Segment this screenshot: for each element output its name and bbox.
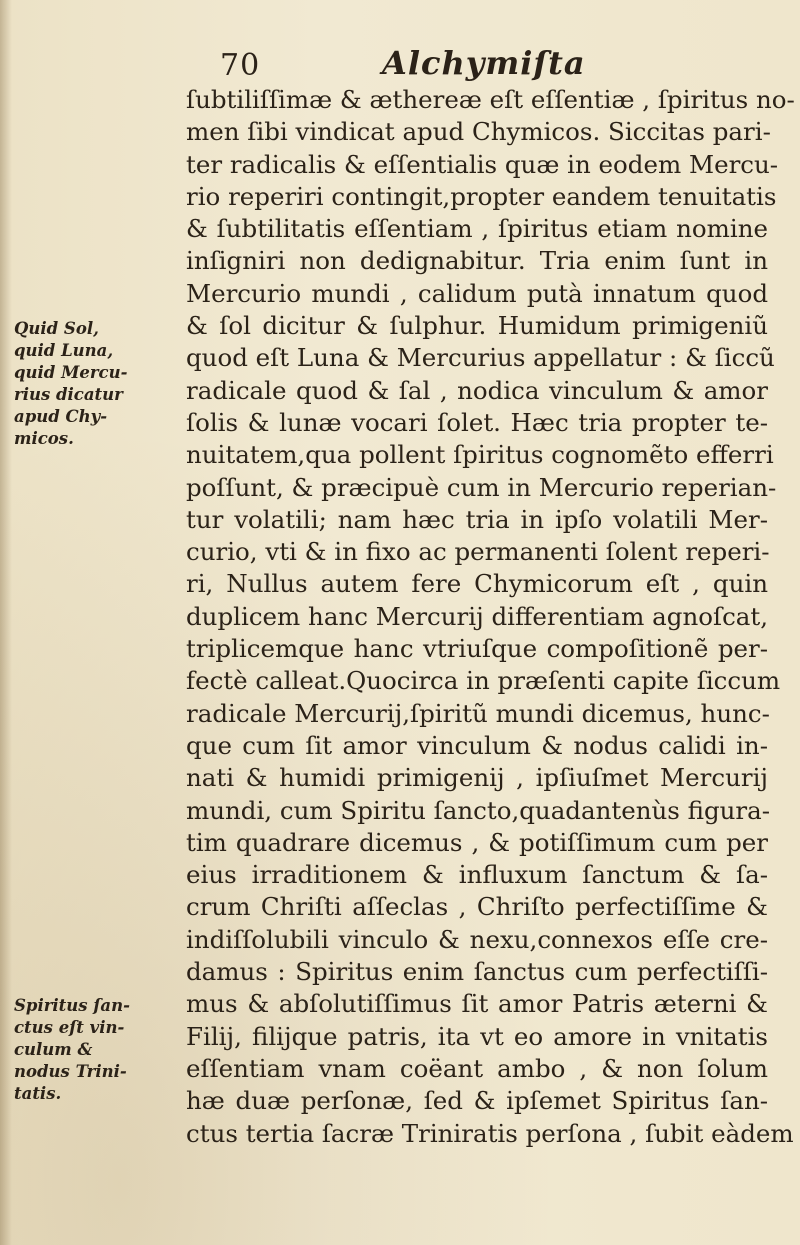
text-line: radicale quod & ſal , nodica vinculum & amor [186,375,768,405]
text-line: rio reperiri contingit,propter eandem tenuitatis [186,181,777,211]
text-line: quod eſt Luna & Mercurius appellatur : & ſiccũ [186,343,775,373]
page-number: 70 [220,48,261,83]
text-line: ſubtiliſſimæ & æthereæ eſt eſſentiæ , ſpiritus no- [186,85,795,114]
text-line: duplicem hanc Mercurij differentiam agnoſcat, [186,601,769,631]
marginal-note-line: apud Chy- [14,407,108,426]
text-line: tim quadrare dicemus , & potiſſimum cum per [186,827,768,857]
marginal-note-line: rius dicatur [14,385,123,404]
text-line: Mercurio mundi , calidum putà innatum quod [186,278,768,308]
text-line: eius irraditionem & influxum ſanctum & ſa- [186,860,768,890]
text-line: nuitatem,qua pollent ſpiritus cognomẽto efferri [186,440,774,470]
text-line: indiſſolubili vinculo & nexu,connexos eſſe cre- [186,924,768,954]
marginal-note-line: culum & [14,1040,93,1059]
marginal-note-line: Quid Sol, [14,319,99,338]
marginal-note-sol-luna-mercurius [14,318,182,450]
text-line: nati & humidi primigenij , ipſiuſmet Mercurij [186,763,768,793]
text-line: crum Chriſti aſſeclas , Chriſto perfectiſſime & [186,892,768,922]
text-line: & ſol dicitur & ſulphur. Humidum primigeniũ [186,311,768,341]
text-line: inſigniri non dedignabitur. Tria enim ſunt in [186,246,768,276]
text-line: tur volatili; nam hæc tria in ipſo volatili Mer- [186,504,768,534]
text-line: mundi, cum Spiritu ſancto,quadantenùs figura- [186,795,771,825]
marginal-note-line: micos. [14,429,74,448]
text-line: & ſubtilitatis eſſentiam , ſpiritus etiam nomine [186,214,768,244]
marginal-note-line: nodus Trini- [14,1062,127,1081]
marginal-note-line: ctus eſt vin- [14,1018,125,1037]
text-line: Filij, filijque patris, ita vt eo amore in vnitatis [186,1021,768,1051]
marginal-note-line: tatis. [14,1084,62,1103]
marginal-note-spiritus-sanctus [14,995,182,1105]
text-line: men ſibi vindicat apud Chymicos. Siccitas pari- [186,117,771,147]
marginal-note-line: quid Mercu- [14,363,128,382]
text-line: radicale Mercurij,ſpiritũ mundi dicemus, hunc- [186,698,770,728]
marginal-note-line: quid Luna, [14,341,114,360]
text-line: hæ duæ perſonæ, ſed & ipſemet Spiritus ſan- [186,1086,768,1116]
text-line: fectè calleat.Quocirca in præſenti capite ſiccum [186,666,781,696]
text-line: que cum ſit amor vinculum & nodus calidi in- [186,730,768,760]
page-edge-shadow [0,0,12,1245]
text-line: curio, vti & in fixo ac permanenti ſolent reperi- [186,537,770,567]
text-line: triplicemque hanc vtriuſque compoſitionẽ per- [186,634,768,664]
text-line: eſſentiam vnam coëant ambo , & non ſolum [186,1053,768,1083]
main-text-block [186,84,795,1150]
text-line: mus & abſolutiſſimus ſit amor Patris æterni & [186,989,768,1019]
text-line: ctus tertia ſacræ Triniratis perſona , ſubit eàdem [186,1118,794,1148]
marginal-note-line: Spiritus ſan- [14,996,130,1015]
text-line: ter radicalis & eſſentialis quæ in eodem Mercu- [186,149,779,179]
running-head: Alchymiſta [382,44,586,82]
text-line: damus : Spiritus enim ſanctus cum perfectiſſi- [186,957,768,987]
text-line: poſſunt, & præcipuè cum in Mercurio reperian- [186,472,777,502]
text-line: ſolis & lunæ vocari ſolet. Hæc tria propter te- [186,407,768,437]
text-line: ri, Nullus autem fere Chymicorum eſt , quin [186,569,768,599]
